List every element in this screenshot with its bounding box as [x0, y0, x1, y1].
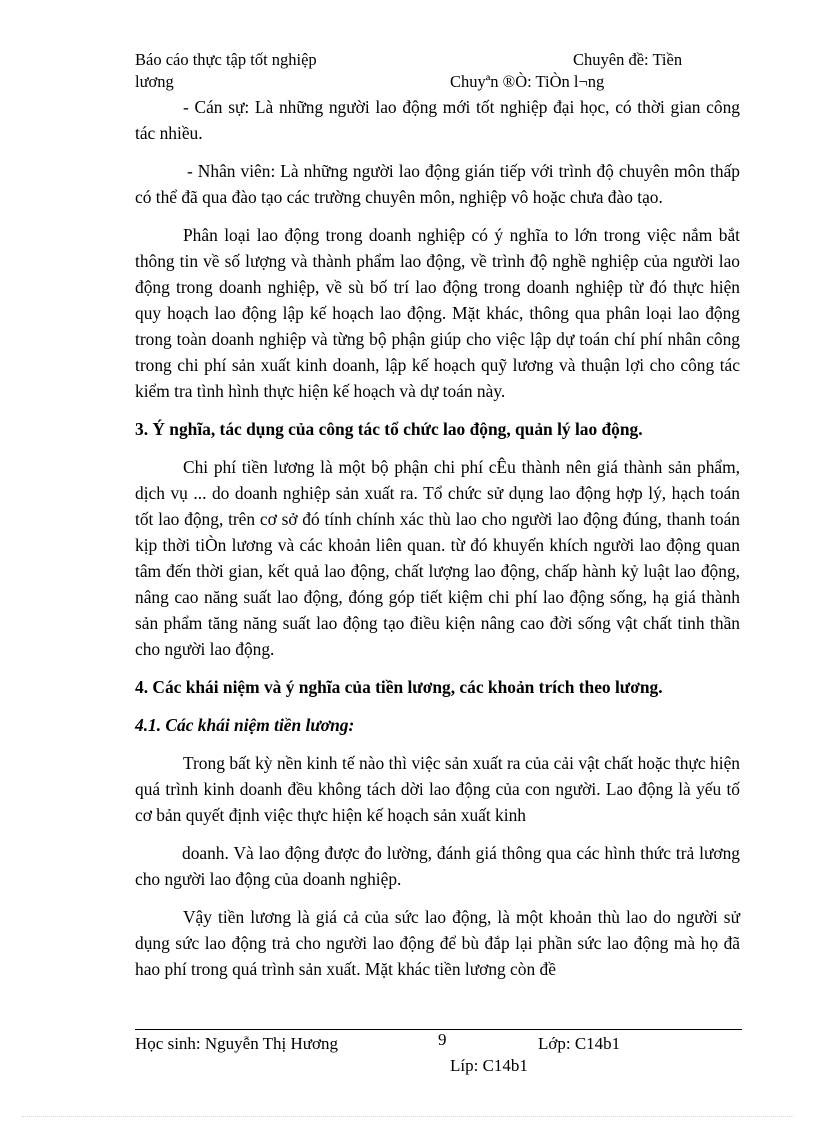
footer-class: Lớp: C14b1 — [538, 1034, 621, 1053]
page-bottom-dotted-line — [22, 1116, 794, 1117]
header-topic: Chuyên đề: Tiền — [573, 50, 683, 69]
page-body — [135, 94, 740, 982]
paragraph-can-su: - Cán sự: Là những người lao động mới tốt nghiệp đại học, có thời gian công tác nhiều. — [135, 97, 740, 143]
header-title-continued: lương — [135, 72, 174, 91]
paragraph-vay-tien-luong: Vậy tiền lương là giá cả của sức lao động, là một khoản thù lao do người sử dụng sức lao động trả cho người lao động để bù đắp lại phần sức lao động mà họ đã hao phí trong quá trình sản xuất. Mặt khác tiền lương còn đề — [135, 907, 740, 979]
paragraph-nhan-vien: - Nhân viên: Là những người lao động gián tiếp với trình độ chuyên môn thấp có thể đã qua đào tạo các trường chuyên môn, nghiệp vô hoặc chưa đào tạo. — [135, 161, 740, 207]
footer-student-name: Học sinh: Nguyễn Thị Hương — [135, 1034, 338, 1053]
header-topic-garbled: Chuyªn ®Ò: TiÒn l¬ng — [450, 72, 605, 91]
subsection-heading-4-1: 4.1. Các khái niệm tiền lương: — [135, 715, 355, 735]
paragraph-doanh: doanh. Và lao động được đo lường, đánh giá thông qua các hình thức trả lương cho người lao động của doanh nghiệp. — [135, 843, 740, 889]
paragraph-phan-loai: Phân loại lao động trong doanh nghiệp có ý nghĩa to lớn trong việc nắm bắt thông tin về số lượng và thành phẩm lao động, về trình độ nghề nghiệp của người lao động trong doanh nghiệp, về sù bố trí lao động trong doanh nghiệp từ đó thực hiện quy hoạch lao động lập kế hoạch lao động. Mặt khác, thông qua phân loại lao động trong toàn doanh nghiệp và từng bộ phận giúp cho việc lập dự toán chí phí nhân công trong chi phí sản xuất kinh doanh, lập kế hoạch quỹ lương và thuận lợi cho công tác kiểm tra tình hình thực hiện kế hoạch và dự toán này. — [135, 225, 740, 401]
header-title: Báo cáo thực tập tốt nghiệp — [135, 50, 317, 69]
paragraph-trong-bat-ky: Trong bất kỳ nền kinh tế nào thì việc sản xuất ra của cải vật chất hoặc thực hiện quá trình kinh doanh đều không tách dời lao động của con người. Lao động là yếu tố cơ bản quyết định việc thực hiện kế hoạch sản xuất kinh — [135, 753, 740, 825]
footer-class-garbled: Líp: C14b1 — [450, 1056, 528, 1075]
page-number: 9 — [438, 1030, 447, 1049]
section-heading-4: 4. Các khái niệm và ý nghĩa của tiền lương, các khoản trích theo lương. — [135, 677, 663, 697]
section-heading-3: 3. Ý nghĩa, tác dụng của công tác tổ chức lao động, quản lý lao động. — [135, 419, 643, 439]
paragraph-chi-phi: Chi phí tiền lương là một bộ phận chi phí cÊu thành nên giá thành sản phẩm, dịch vụ ... do doanh nghiệp sản xuất ra. Tổ chức sử dụng lao động hợp lý, hạch toán tốt lao động, trên cơ sở đó tính chính xác thù lao cho người lao động đúng, thanh toán kịp thời tiÒn lương và các khoản liên quan. từ đó khuyến khích người lao động quan tâm đến thời gian, kết quả lao động, chất lượng lao động, chấp hành kỷ luật lao động, nâng cao năng suất lao động, đóng góp tiết kiệm chi phí lao động sống, hạ giá thành sản phẩm tăng năng suất lao động tạo điều kiện nâng cao đời sống vật chất tinh thần cho người lao động. — [135, 457, 740, 659]
